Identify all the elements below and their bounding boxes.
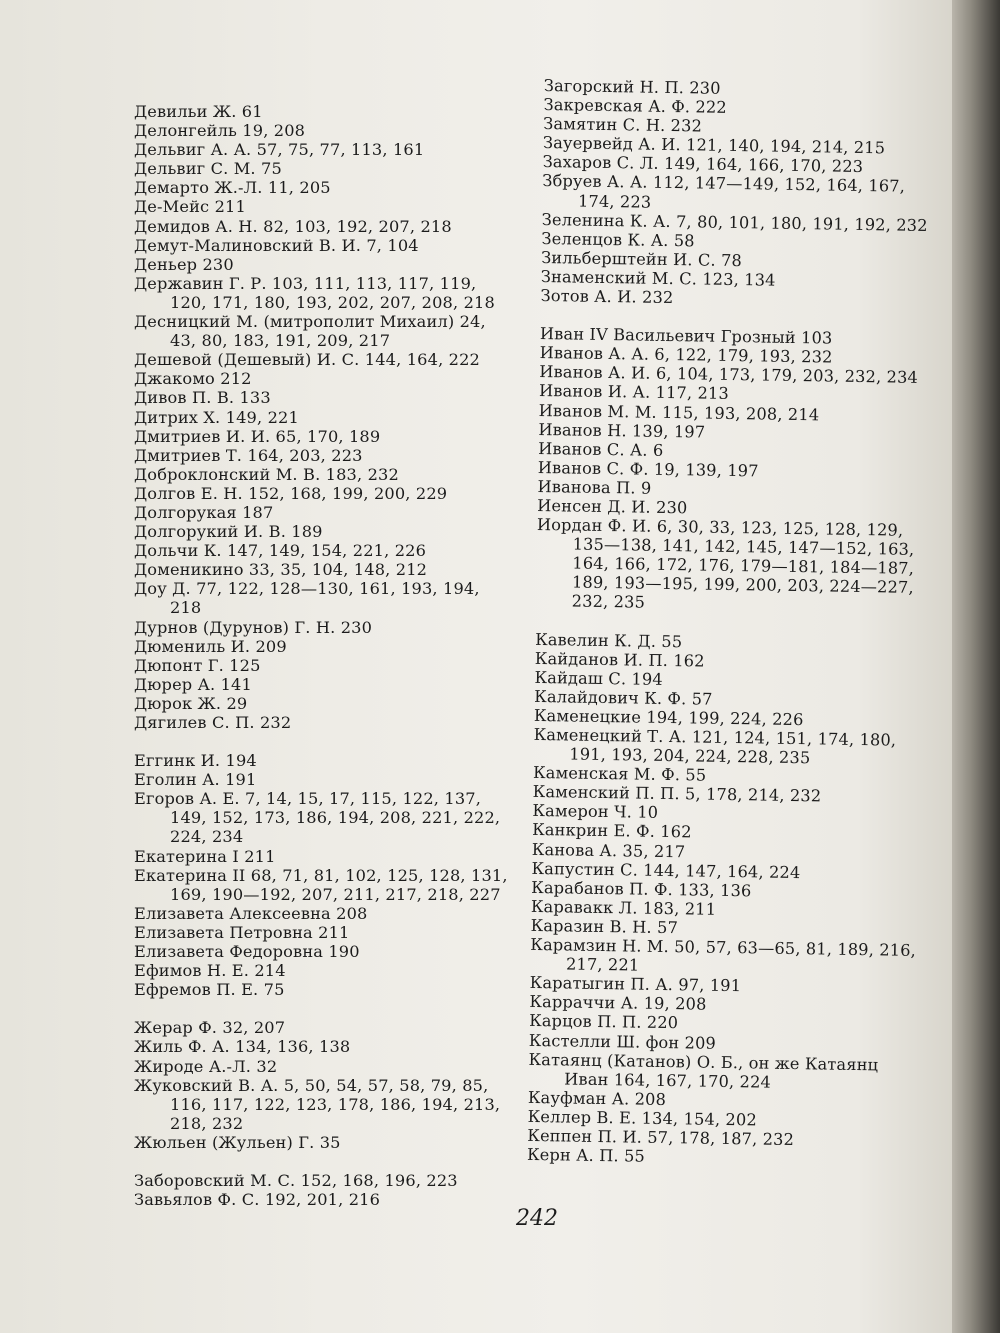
index-entry: Иванов С. Ф. 19, 139, 197: [537, 457, 759, 481]
index-entry: Девильи Ж. 61: [134, 102, 263, 121]
index-entry: Елизавета Петровна 211: [134, 922, 350, 942]
index-entry: Дельвиг С. М. 75: [134, 159, 282, 179]
index-entry: Дитрих Х. 149, 221: [134, 407, 299, 427]
index-entry: Зауервейд А. И. 121, 140, 194, 214, 215: [542, 133, 886, 158]
index-entry: Дягилев С. П. 232: [134, 713, 292, 732]
index-entry: Дюмениль И. 209: [134, 636, 287, 656]
index-entry: Еголин А. 191: [134, 770, 257, 790]
index-entry: Керн А. П. 55: [526, 1144, 646, 1166]
index-entry: Каменская М. Ф. 55: [532, 763, 707, 785]
index-entry: Зеленина К. А. 7, 80, 101, 180, 191, 192, 232: [541, 209, 928, 235]
index-entry: Де-Мейс 211: [134, 197, 246, 217]
index-entry: Дурнов (Дурунов) Г. Н. 230: [134, 617, 373, 637]
index-entry: Карцов П. П. 220: [529, 1011, 679, 1033]
index-entry: Карамзин Н. М. 50, 57, 63—65, 81, 189, 216, 217, 221: [530, 934, 917, 975]
index-entry: Канкрин Е. Ф. 162: [532, 820, 692, 842]
index-entry: Каразин В. Н. 57: [530, 915, 679, 938]
index-entry: Кеппен П. И. 57, 178, 187, 232: [527, 1125, 795, 1150]
index-entry: Джакомо 212: [134, 369, 252, 389]
index-entry: Дюпонт Г. 125: [134, 655, 261, 675]
index-entry: Зеленцов К. А. 58: [541, 228, 695, 251]
index-entry: Дюрок Ж. 29: [134, 693, 248, 713]
index-entry: Елизавета Алексеевна 208: [134, 903, 368, 923]
index-entry: Иванов А. А. 6, 122, 179, 193, 232: [539, 343, 833, 367]
index-entry: Знаменский М. С. 123, 134: [540, 266, 776, 290]
index-entry: Кавелин К. Д. 55: [535, 629, 683, 651]
index-entry: Жерар Ф. 32, 207: [134, 1018, 286, 1038]
index-entry: Ефремов П. Е. 75: [134, 980, 285, 1000]
index-entry: Дешевой (Дешевый) И. С. 144, 164, 222: [134, 350, 481, 370]
index-entry: Ефимов Н. Е. 214: [134, 961, 286, 981]
index-entry: Жюльен (Жульен) Г. 35: [134, 1132, 341, 1152]
index-entry: Делонгейль 19, 208: [134, 121, 306, 141]
index-entry: Екатерина II 68, 71, 81, 102, 125, 128, 131, 169, 190—192, 207, 211, 217, 218, 227: [134, 865, 508, 904]
index-entry: Екатерина I 211: [134, 846, 276, 866]
index-entry: Зотов А. И. 232: [540, 286, 674, 308]
index-entry: Елизавета Федоровна 190: [134, 942, 360, 962]
index-entry: Дмитриев Т. 164, 203, 223: [134, 445, 363, 465]
index-entry: Демарто Ж.-Л. 11, 205: [134, 178, 331, 198]
index-entry: Завьялов Ф. С. 192, 201, 216: [134, 1190, 381, 1210]
index-entry: Загорский Н. П. 230: [543, 76, 721, 98]
page-edge: [952, 0, 1000, 1333]
index-entry: Иванов И. А. 117, 213: [538, 381, 730, 404]
index-entry: Державин Г. Р. 103, 111, 113, 117, 119, 120, 171, 180, 193, 202, 207, 208, 218: [134, 273, 495, 312]
index-entry: Капустин С. 144, 147, 164, 224: [531, 858, 801, 882]
index-entry: Каратыгин П. А. 97, 191: [529, 973, 742, 996]
index-entry: Дельвиг А. А. 57, 75, 77, 113, 161: [134, 140, 425, 160]
index-entry: Карраччи А. 19, 208: [529, 992, 707, 1014]
index-column-left: [134, 102, 516, 1209]
index-entry: Еггинк И. 194: [134, 751, 257, 771]
index-entry: Иванов М. М. 115, 193, 208, 214: [538, 400, 820, 424]
index-entry: Жиль Ф. А. 134, 136, 138: [134, 1037, 351, 1057]
index-entry: Иванов Н. 139, 197: [538, 419, 706, 442]
index-entry: Каменецкие 194, 199, 224, 226: [533, 705, 804, 730]
index-entry: Каравакк Л. 183, 211: [530, 896, 717, 919]
index-entry: Камерон Ч. 10: [532, 801, 659, 823]
index-entry: Канова А. 35, 217: [531, 839, 686, 861]
index-entry: Демут-Малиновский В. И. 7, 104: [134, 235, 419, 255]
index-entry: Дивов П. В. 133: [134, 388, 271, 408]
index-entry: Замятин С. Н. 232: [543, 114, 703, 136]
index-entry: Егоров А. Е. 7, 14, 15, 17, 115, 122, 137, 149, 152, 173, 186, 194, 208, 221, 222, 224, 234: [134, 789, 501, 847]
index-entry: Кастелли Ш. фон 209: [528, 1030, 717, 1053]
index-entry: Збруев А. А. 112, 147—149, 152, 164, 167, 174, 223: [542, 171, 906, 212]
index-entry: Десницкий М. (митрополит Михаил) 24, 43, 80, 183, 191, 209, 217: [134, 312, 486, 351]
index-entry: Жуковский В. А. 5, 50, 54, 57, 58, 79, 85, 116, 117, 122, 123, 178, 186, 194, 213, 218, 232: [134, 1075, 501, 1133]
index-entry: Каменецкий Т. А. 121, 124, 151, 174, 180, 191, 193, 204, 224, 228, 235: [533, 724, 897, 768]
index-entry: Кайданов И. П. 162: [534, 648, 705, 671]
index-entry: Захаров С. Л. 149, 164, 166, 170, 223: [542, 152, 864, 177]
index-entry: Доброклонский М. В. 183, 232: [134, 464, 399, 484]
index-entry: Долгорукая 187: [134, 502, 274, 522]
index-entry: Иванова П. 9: [537, 476, 652, 498]
index-entry: Иенсен Д. И. 230: [537, 495, 688, 518]
index-entry: Демидов А. Н. 82, 103, 192, 207, 218: [134, 216, 452, 236]
index-entry: Иванов С. А. 6: [538, 438, 664, 460]
index-entry: Дмитриев И. И. 65, 170, 189: [134, 426, 381, 446]
index-entry: Заборовский М. С. 152, 168, 196, 223: [134, 1170, 458, 1190]
index-entry: Катаянц (Катанов) О. Б., он же Катаянц Иван 164, 167, 170, 224: [528, 1049, 879, 1092]
index-entry: Доу Д. 77, 122, 128—130, 161, 193, 194, 218: [134, 579, 480, 618]
index-column-right: [527, 76, 939, 1170]
index-entry: Иванов А. И. 6, 104, 173, 179, 203, 232, 234: [539, 362, 919, 388]
index-entry: Калайдович К. Ф. 57: [534, 686, 713, 709]
index-entry: Кайдаш С. 194: [534, 667, 664, 689]
index-entry: Закревская А. Ф. 222: [543, 95, 727, 117]
index-entry: Иордан Ф. И. 6, 30, 33, 123, 125, 128, 129, 135—138, 141, 142, 145, 147—152, 163, 164, 166, 172, 176, 179—181, 184—187, 189, 193—195, 199, 200, 203, 224—227, 232, 235: [536, 515, 915, 613]
index-entry: Карабанов П. Ф. 133, 136: [531, 877, 752, 901]
page-number: 242: [516, 1206, 558, 1231]
index-entry: Жироде А.-Л. 32: [134, 1056, 278, 1076]
index-entry: Зильберштейн И. С. 78: [541, 247, 743, 270]
index-entry: Кауфман А. 208: [527, 1087, 667, 1109]
index-entry: Иван IV Васильевич Грозный 103: [539, 324, 833, 348]
index-entry: Дольчи К. 147, 149, 154, 221, 226: [134, 541, 427, 561]
index-entry: Доменикино 33, 35, 104, 148, 212: [134, 560, 428, 580]
index-entry: Келлер В. Е. 134, 154, 202: [527, 1106, 758, 1130]
index-entry: Дюрер А. 141: [134, 674, 252, 694]
index-entry: Долгорукий И. В. 189: [134, 522, 323, 542]
index-entry: Деньер 230: [134, 254, 234, 274]
index-entry: Долгов Е. Н. 152, 168, 199, 200, 229: [134, 483, 448, 503]
index-entry: Каменский П. П. 5, 178, 214, 232: [532, 782, 822, 806]
